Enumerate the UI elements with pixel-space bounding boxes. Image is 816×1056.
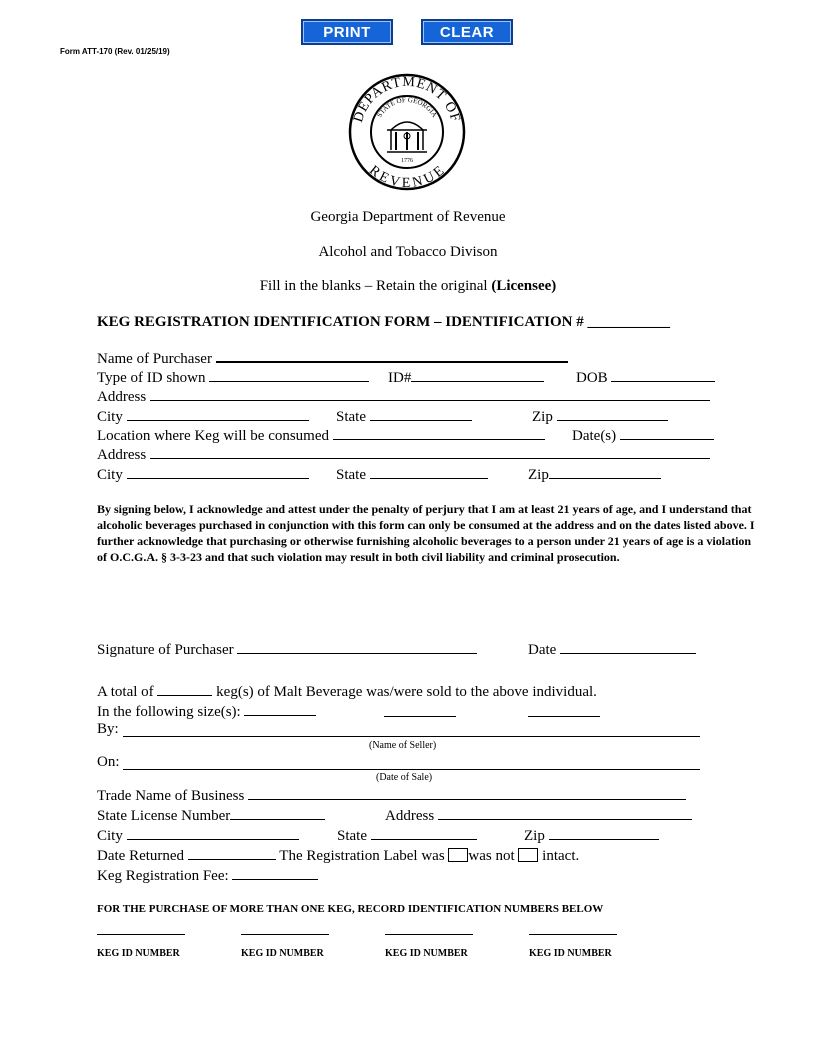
clear-button[interactable]: CLEAR	[421, 19, 513, 45]
fee-field[interactable]	[232, 865, 318, 880]
keg-id-label-2: KEG ID NUMBER	[241, 948, 324, 959]
row-zip-2	[528, 464, 661, 485]
svg-text:STATE OF GEORGIA	[375, 96, 438, 119]
row-address-2	[97, 444, 710, 465]
row-zip	[532, 406, 668, 427]
seal-top-text: DEPARTMENT OF	[351, 74, 463, 125]
state-2-label: State	[336, 467, 366, 483]
zip-2-field[interactable]	[549, 464, 661, 479]
address-2-label: Address	[97, 447, 147, 463]
size-field-1[interactable]	[244, 701, 316, 716]
row-total-kegs	[97, 681, 597, 702]
city-label: City	[97, 409, 123, 425]
form-number: Form ATT-170 (Rev. 01/25/19)	[60, 47, 170, 56]
form-title: KEG REGISTRATION IDENTIFICATION FORM – IDENTIFICATION # ___________	[97, 314, 670, 330]
was-not-label: was not	[468, 848, 515, 864]
name-of-purchaser-field[interactable]	[216, 347, 568, 363]
division-name: Alcohol and Tobacco Divison	[318, 244, 498, 260]
intact-label: intact.	[542, 848, 580, 864]
trade-name-field[interactable]	[248, 785, 686, 800]
row-city-2	[97, 464, 309, 485]
fee-label: Keg Registration Fee:	[97, 868, 229, 884]
seller-name-field[interactable]	[123, 736, 700, 737]
row-state	[336, 406, 472, 427]
row-on	[97, 753, 120, 772]
business-state-field[interactable]	[371, 825, 477, 840]
business-state-label: State	[337, 828, 367, 844]
registration-label-text: The Registration Label was	[279, 848, 445, 864]
address-2-field[interactable]	[150, 444, 710, 459]
dates-label: Date(s)	[572, 428, 617, 444]
agency-name: Georgia Department of Revenue	[310, 209, 506, 225]
zip-2-label: Zip	[528, 467, 549, 483]
type-of-id-label: Type of ID shown	[97, 370, 206, 386]
dob-field[interactable]	[611, 367, 715, 382]
type-of-id-field[interactable]	[209, 367, 369, 382]
row-dob	[576, 367, 715, 388]
location-label: Location where Keg will be consumed	[97, 428, 330, 444]
license-field[interactable]	[230, 805, 325, 820]
row-signature-date	[528, 639, 696, 660]
signature-label: Signature of Purchaser	[97, 642, 234, 658]
keg-id-field-3[interactable]	[385, 934, 473, 935]
business-address-field[interactable]	[438, 805, 692, 820]
instructions	[0, 278, 816, 295]
row-location	[97, 425, 545, 446]
row-dates	[572, 425, 714, 446]
keg-id-label-1: KEG ID NUMBER	[97, 948, 180, 959]
keg-id-field-4[interactable]	[529, 934, 617, 935]
row-business-state	[337, 825, 477, 846]
row-license	[97, 805, 325, 826]
seal-bottom-text: REVENUE	[366, 162, 448, 191]
keg-id-label-3: KEG ID NUMBER	[385, 948, 468, 959]
business-city-field[interactable]	[127, 825, 299, 840]
keg-id-field-2[interactable]	[241, 934, 329, 935]
state-2-field[interactable]	[370, 464, 488, 479]
business-zip-field[interactable]	[549, 825, 659, 840]
city-2-label: City	[97, 467, 123, 483]
total-prefix: A total of	[97, 684, 154, 700]
on-label: On:	[97, 754, 120, 770]
keg-id-field-1[interactable]	[97, 934, 185, 935]
city-field[interactable]	[127, 406, 309, 421]
sale-date-field[interactable]	[123, 769, 700, 770]
business-address-label: Address	[385, 808, 435, 824]
signature-date-field[interactable]	[560, 639, 696, 654]
zip-field[interactable]	[557, 406, 668, 421]
trade-name-label: Trade Name of Business	[97, 788, 245, 804]
row-fee	[97, 865, 318, 886]
label-was-not-checkbox[interactable]	[518, 848, 538, 862]
row-name-of-purchaser	[97, 347, 568, 369]
row-id-number	[388, 367, 544, 388]
seller-caption: (Name of Seller)	[369, 740, 437, 751]
instructions-bold: (Licensee)	[491, 278, 557, 294]
by-label: By:	[97, 721, 119, 737]
date-returned-field[interactable]	[188, 845, 276, 860]
id-number-label: ID#	[388, 370, 412, 386]
location-field[interactable]	[333, 425, 545, 440]
address-field[interactable]	[150, 386, 710, 401]
keg-count-field[interactable]	[157, 681, 212, 696]
address-label: Address	[97, 389, 147, 405]
zip-label: Zip	[532, 409, 553, 425]
name-of-purchaser-label: Name of Purchaser	[97, 351, 212, 367]
date-returned-label: Date Returned	[97, 848, 185, 864]
business-city-label: City	[97, 828, 123, 844]
license-label: State License Number	[97, 808, 231, 824]
row-business-zip	[524, 825, 659, 846]
total-suffix: keg(s) of Malt Beverage was/were sold to the above individual.	[216, 684, 597, 700]
attestation-text: By signing below, I acknowledge and attest under the penalty of perjury that I am at least 21 years of age, and I understand that alcoholic beverages purchased in conjunction with this form can only be consumed at the address and on the dates listed above. I further acknowledge that purchasing or otherwise furnishing alcoholic beverages to a person under 21 years of age is a violation of O.C.G.A. § 3-3-23 and that such violation may result in both civil liability and criminal prosecution.	[97, 502, 755, 564]
business-zip-label: Zip	[524, 828, 545, 844]
label-was-checkbox[interactable]	[448, 848, 468, 862]
row-business-address	[385, 805, 692, 826]
row-returned	[97, 845, 579, 866]
dob-label: DOB	[576, 370, 608, 386]
print-button[interactable]: PRINT	[301, 19, 393, 45]
multi-keg-heading: FOR THE PURCHASE OF MORE THAN ONE KEG, RECORD IDENTIFICATION NUMBERS BELOW	[97, 903, 604, 915]
row-city	[97, 406, 309, 427]
seal-inner-text: STATE OF GEORGIA	[375, 95, 439, 119]
state-label: State	[336, 409, 366, 425]
row-sizes	[97, 701, 316, 722]
date-caption: (Date of Sale)	[376, 772, 433, 783]
row-trade-name	[97, 785, 686, 806]
size-field-3[interactable]	[528, 702, 600, 717]
row-business-city	[97, 825, 299, 846]
signature-date-label: Date	[528, 642, 557, 658]
city-2-field[interactable]	[127, 464, 309, 479]
state-field[interactable]	[370, 406, 472, 421]
dates-field[interactable]	[620, 425, 714, 440]
size-field-2[interactable]	[384, 702, 456, 717]
row-signature	[97, 639, 477, 660]
sizes-label: In the following size(s):	[97, 704, 241, 720]
department-of-revenue-seal	[347, 72, 467, 192]
row-by	[97, 720, 119, 739]
instructions-text: Fill in the blanks – Retain the original	[259, 278, 492, 294]
signature-field[interactable]	[237, 639, 477, 654]
id-number-field[interactable]	[411, 367, 544, 382]
row-id	[97, 367, 369, 388]
keg-id-label-4: KEG ID NUMBER	[529, 948, 612, 959]
seal-year: 1776	[401, 158, 413, 164]
row-address	[97, 386, 710, 407]
row-state-2	[336, 464, 488, 485]
